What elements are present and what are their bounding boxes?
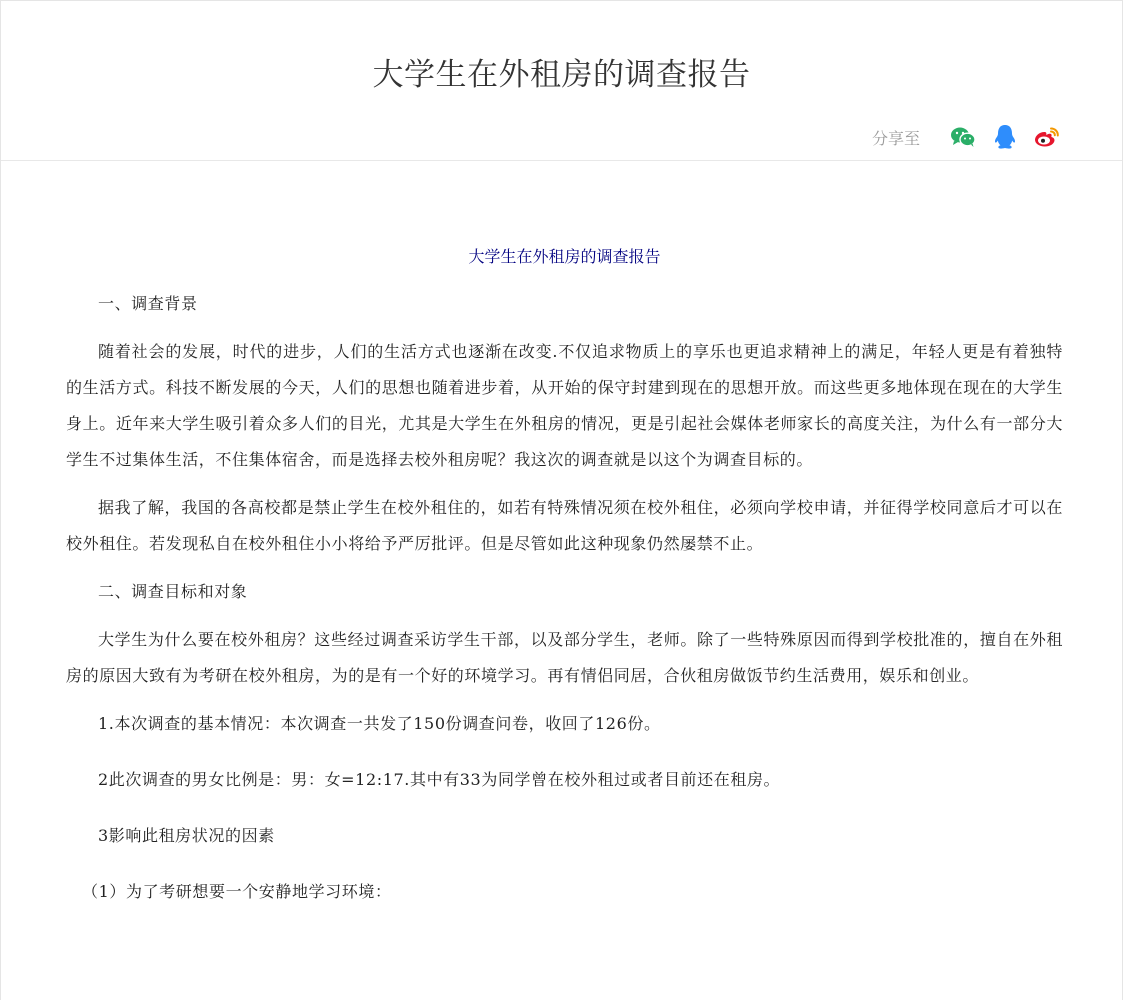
paragraph-reasons: 大学生为什么要在校外租房？这些经过调查采访学生干部，以及部分学生，老师。除了一些特殊原因而得到学校批准的，擅自在外租房的原因大致有为考研在校外租房，为的是有一个好的环境学习。再有情侣同居，合伙租房做饭节约生活费用，娱乐和创业。: [66, 630, 1063, 685]
wechat-icon[interactable]: [950, 124, 976, 150]
paragraph-regulations: 据我了解，我国的各高校都是禁止学生在校外租住的，如若有特殊情况须在校外租住，必须向学校申请，并征得学校同意后才可以在校外租住。若发现私自在校外租住小小将给予严厉批评。但是尽管如此这种现象仍然屡禁不止。: [66, 498, 1063, 553]
page-title: 大学生在外租房的调查报告: [372, 57, 751, 93]
paragraph-survey-basics: 1.本次调查的基本情况：本次调查一共发了150份调查问卷，收回了126份。: [98, 714, 661, 733]
paragraph-gender-ratio: 2此次调查的男女比例是：男：女=12:17.其中有33为同学曾在校外租过或者目前还在租房。: [98, 770, 781, 789]
section-heading-objectives: 二、调查目标和对象: [98, 582, 248, 601]
article-title: 大学生在外租房的调查报告: [468, 247, 661, 266]
paragraph-factors: 3影响此租房状况的因素: [98, 826, 275, 845]
share-label: 分享至: [871, 128, 920, 148]
share-bar: [872, 123, 1060, 151]
qq-icon[interactable]: [992, 124, 1018, 150]
paragraph-background: 随着社会的发展，时代的进步，人们的生活方式也逐渐在改变.不仅追求物质上的享乐也更追求精神上的满足，年轻人更是有着独特的生活方式。科技不断发展的今天，人们的思想也随着进步着，从开始的保守封建到现在的思想开放。而这些更多地体现在现在的大学生身上。近年来大学生吸引着众多人们的目光，尤其是大学生在外租房的情况，更是引起社会媒体老师家长的高度关注，为什么有一部分大学生不过集体生活，不住集体宿舍，而是选择去校外租房呢？我这次的调查就是以这个为调查目标的。: [66, 342, 1063, 469]
section-heading-background: 一、调查背景: [98, 294, 198, 313]
article-body: [66, 234, 1063, 910]
page-header: [1, 1, 1122, 161]
paragraph-factor-1: （1）为了考研想要一个安静地学习环境：: [82, 882, 392, 901]
weibo-icon[interactable]: [1034, 124, 1060, 150]
